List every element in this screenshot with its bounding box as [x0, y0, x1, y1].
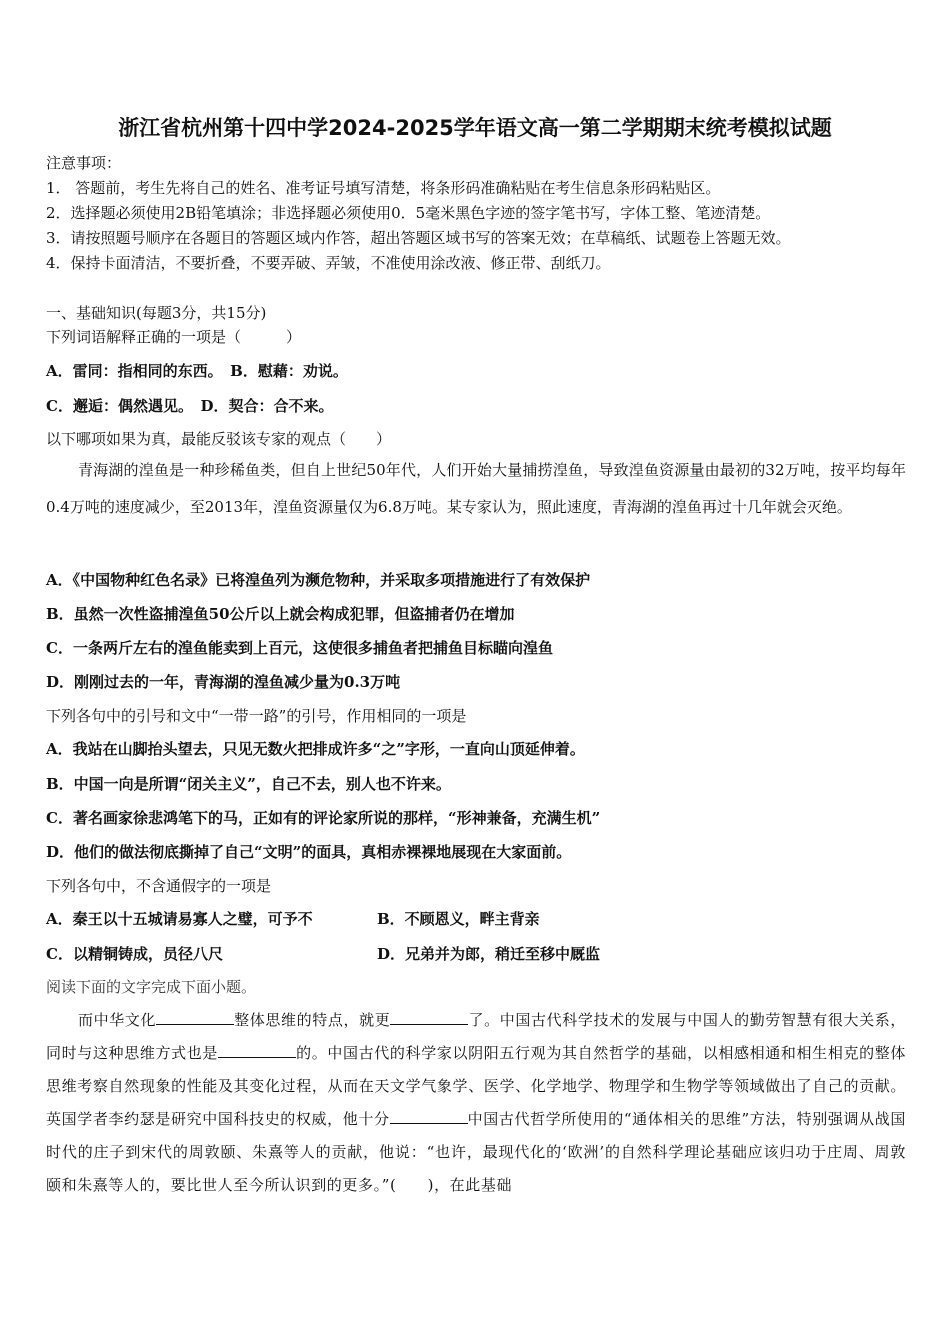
notice-item: 3．请按照题号顺序在各题目的答题区域内作答，超出答题区域书写的答案无效；在草稿纸、试题卷上答题无效。 — [46, 229, 791, 247]
passage-text: 的。中国古代的科学家以阴阳五行观为其自然哲学的基础，以相感相通和相生相克的整体思维考察自然现象的性能及其变化过程，从而在天文学气象学、医学、化学地学、物理学和生物学等领域做出了自己的贡献。英国学者李约瑟是研究中国科技史的权威，他十分 — [46, 1044, 906, 1128]
notice-heading: 注意事项： — [46, 154, 122, 172]
q2-option-a: A．《中国物种红色名录》已将湟鱼列为濒危物种，并采取多项措施进行了有效保护 — [46, 571, 591, 589]
q2-option-c: C．一条两斤左右的湟鱼能卖到上百元，这使很多捕鱼者把捕鱼目标瞄向湟鱼 — [46, 639, 553, 657]
q3-option-d: D．他们的做法彻底撕掉了自己“文明”的面具，真相赤裸裸地展现在大家面前。 — [46, 843, 572, 861]
notice-item: 1． 答题前，考生先将自己的姓名、准考证号填写清楚，将条形码准确粘贴在考生信息条形码粘贴区。 — [46, 179, 721, 197]
reading-stem: 阅读下面的文字完成下面小题。 — [46, 978, 257, 996]
q2-option-b: B．虽然一次性盗捕湟鱼50公斤以上就会构成犯罪，但盗捕者仍在增加 — [46, 605, 515, 623]
reading-passage — [46, 1004, 906, 1202]
passage-text: 了。中国古代科学技术的发展与中国人的勤劳智慧有很大关系，同时与这种思维方式也是 — [46, 1011, 906, 1062]
passage-text: 中国古代哲学所使用的“通体相关的思维”方法，特别强调从战国时代的庄子到宋代的周敦颐、朱熹等人的贡献，他说：“也许，最现代化的‘欧洲’的自然科学理论基础应该归功于庄周、周敦颐和朱熹等人的，要比世人至今所认识到的更多。”( )，在此基础 — [46, 1110, 906, 1194]
passage-text: 而中华文化 — [78, 1011, 157, 1029]
q1-options-row-1: A．雷同：指相同的东西。 B．慰藉：劝说。 — [46, 362, 348, 380]
q4-option-d: D．兄弟并为郎，稍迁至移中厩监 — [377, 945, 601, 963]
fill-blank — [390, 1109, 468, 1124]
section-heading: 一、基础知识(每题3分，共15分) — [46, 304, 267, 322]
notice-item: 2．选择题必须使用2B铅笔填涂；非选择题必须使用0．5毫米黑色字迹的签字笔书写，字体工整、笔迹清楚。 — [46, 204, 771, 222]
fill-blank — [218, 1043, 296, 1058]
q2-stem: 以下哪项如果为真，最能反驳该专家的观点（ ） — [46, 430, 392, 448]
fill-blank — [390, 1010, 468, 1025]
page-title: 浙江省杭州第十四中学2024-2025学年语文高一第二学期期末统考模拟试题 — [118, 116, 832, 140]
q4-option-a: A．秦王以十五城请易寡人之璧，可予不 — [46, 910, 313, 928]
q3-option-c: C．著名画家徐悲鸿笔下的马，正如有的评论家所说的那样，“形神兼备，充满生机” — [46, 809, 601, 827]
q3-option-b: B．中国一向是所谓“闭关主义”，自己不去，别人也不许来。 — [46, 775, 451, 793]
q3-option-a: A．我站在山脚抬头望去，只见无数火把排成许多“之”字形，一直向山顶延伸着。 — [46, 740, 585, 758]
q4-stem: 下列各句中，不含通假字的一项是 — [46, 877, 272, 895]
q3-stem: 下列各句中的引号和文中“一带一路”的引号，作用相同的一项是 — [46, 707, 467, 725]
q2-option-d: D．刚刚过去的一年，青海湖的湟鱼减少量为0.3万吨 — [46, 673, 401, 691]
q2-passage: 青海湖的湟鱼是一种珍稀鱼类，但自上世纪50年代，人们开始大量捕捞湟鱼，导致湟鱼资源量由最初的32万吨，按平均每年0.4万吨的速度减少，至2013年，湟鱼资源量仅为6.8万吨。某专家认为，照此速度，青海湖的湟鱼再过十几年就会灭绝。 — [46, 461, 906, 516]
q4-option-b: B．不顾恩义，畔主背亲 — [377, 910, 540, 928]
q4-option-c: C．以精铜铸成，员径八尺 — [46, 945, 223, 963]
passage-text: 整体思维的特点，就更 — [234, 1011, 391, 1029]
fill-blank — [156, 1010, 234, 1025]
q1-stem: 下列词语解释正确的一项是（ ） — [46, 328, 302, 346]
notice-item: 4．保持卡面清洁，不要折叠，不要弄破、弄皱，不准使用涂改液、修正带、刮纸刀。 — [46, 254, 611, 272]
q1-options-row-2: C．邂逅：偶然遇见。 D．契合：合不来。 — [46, 397, 334, 415]
